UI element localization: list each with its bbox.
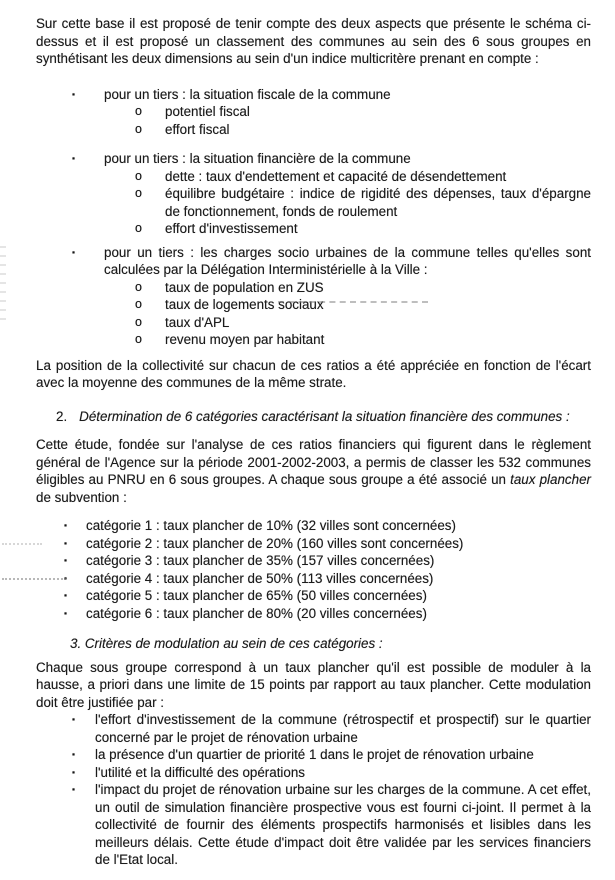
sub-item [135, 296, 591, 314]
criteria-list [36, 86, 591, 349]
sub-item-label: effort d'investissement [165, 221, 298, 236]
bullet-square-icon: ▪ [64, 572, 68, 583]
criteria-item-financiere [72, 150, 591, 238]
bullet-square-icon: ▪ [64, 607, 68, 618]
section-2-number: 2. [56, 408, 68, 424]
sub-item-label: taux de population en ZUS [165, 279, 324, 295]
bullet-square-icon: ▪ [72, 246, 76, 257]
list-item [72, 150, 591, 238]
list-item [72, 86, 591, 139]
list-item [72, 244, 591, 349]
modulation-list [72, 711, 591, 869]
category-label: catégorie 5 : taux plancher de 65% (50 villes concernées) [86, 588, 427, 603]
bullet-circle-icon: o [135, 332, 142, 346]
bullet-square-icon: ▪ [72, 88, 76, 99]
modulation-label: l'effort d'investissement de la commune (rétrospectif et prospectif) sur le quartier concerné par le projet de rénovation urbaine [95, 712, 591, 745]
category-label: catégorie 6 : taux plancher de 80% (20 villes concernées) [86, 605, 427, 621]
bullet-circle-icon: o [135, 314, 142, 329]
criteria-label: pour un tiers : les charges socio urbaines de la commune telles qu'elles sont calculées par la Délégation Interministérielle à la Ville : [104, 244, 591, 277]
sub-item-label: revenu moyen par habitant [165, 332, 325, 347]
position-paragraph: La position de la collectivité sur chacun de ces ratios a été appréciée en fonction de l'écart avec la moyenne des communes de la même strate. [36, 357, 591, 390]
sub-item [135, 331, 591, 349]
section-2-heading [56, 408, 591, 426]
etude-lead: Cette étude, fondée sur l'analyse de ces ratios financiers qui figurent dans le règlement général de l'Agence sur la période 2001-2002-2003, a permis de classer les 532 communes éligibles au PNRU en 6 sous groupes. A chaque sous groupe a été associé un [36, 437, 591, 487]
sub-item-label: effort fiscal [165, 121, 230, 137]
bullet-circle-icon: o [135, 297, 142, 311]
bullet-circle-icon: o [135, 279, 142, 294]
intro-paragraph: Sur cette base il est proposé de tenir compte des deux aspects que présente le schéma ci-dessus et il est proposé un classement des communes au sein des 6 sous groupes en synthétisant les deux dimensions au sein d'un indice multicritère prenant en compte : [36, 16, 591, 66]
bullet-square-icon: ▪ [72, 749, 76, 759]
modulation-row-2 [72, 746, 591, 764]
bullet-circle-icon: o [135, 168, 142, 183]
list-item-body [104, 150, 591, 238]
scan-artifact-margin-smudge [0, 246, 6, 324]
category-label: catégorie 3 : taux plancher de 35% (157 villes concernées) [86, 553, 435, 568]
modulation-row-4 [72, 781, 591, 869]
sub-item-label: taux de logements sociaux [165, 297, 324, 312]
sub-item-label: dette : taux d'endettement et capacité de désendettement [165, 168, 507, 184]
list-item-body [104, 86, 591, 139]
bullet-square-icon: ▪ [64, 590, 68, 600]
sub-item-label: potentiel fiscal [165, 104, 250, 119]
bullet-square-icon: ▪ [72, 714, 76, 724]
category-row-3 [64, 552, 591, 570]
bullet-circle-icon: o [135, 186, 142, 200]
sub-item [135, 185, 591, 220]
bullet-square-icon: ▪ [72, 766, 76, 777]
bullet-square-icon: ▪ [64, 520, 68, 530]
modulation-row-3 [72, 764, 591, 782]
category-label: catégorie 1 : taux plancher de 10% (32 villes sont concernées) [86, 518, 456, 533]
bullet-square-icon: ▪ [72, 153, 76, 163]
sub-item [135, 121, 591, 139]
section-2-title: Détermination de 6 catégories caractérisant la situation financière des communes : [79, 408, 570, 424]
bullet-circle-icon: o [135, 221, 142, 235]
criteria-label: pour un tiers : la situation financière de la commune [104, 151, 411, 166]
bullet-square-icon: ▪ [72, 784, 76, 794]
categories-list [64, 517, 591, 622]
modulation-label: l'impact du projet de rénovation urbaine sur les charges de la commune. A cet effet, un outil de simulation financière prospective vous est fourni ci-joint. Il permet à la collectivité de fournir des éléments prospectifs harmonisés et lisibles dans les meilleurs délais. Cette étude d'impact doit être validée par les services financiers de l'Etat local. [95, 782, 591, 867]
category-row-1 [64, 517, 591, 535]
etude-tail: de subvention : [36, 489, 127, 505]
etude-paragraph [36, 436, 591, 506]
modulation-intro-paragraph: Chaque sous groupe correspond à un taux plancher qu'il est possible de moduler à la hausse, a priori dans une limite de 15 points par rapport au taux plancher. Cette modulation doit être justifiée par : [36, 659, 591, 710]
bullet-square-icon: ▪ [64, 537, 68, 548]
category-row-2 [64, 535, 591, 553]
criteria-item-socio-urbaine [72, 244, 591, 349]
category-label: catégorie 2 : taux plancher de 20% (160 villes sont concernées) [86, 535, 464, 551]
modulation-row-1 [72, 711, 591, 746]
sub-item [135, 168, 591, 186]
modulation-label: l'utilité et la difficulté des opérations [95, 764, 305, 780]
modulation-label: la présence d'un quartier de priorité 1 dans le projet de rénovation urbaine [95, 747, 534, 762]
criteria-label: pour un tiers : la situation fiscale de la commune [104, 86, 391, 102]
sub-item-label: équilibre budgétaire : indice de rigidité des dépenses, taux d'épargne de fonctionnement, fonds de roulement [165, 186, 591, 219]
sub-item [135, 220, 591, 238]
section-3-heading: 3. Critères de modulation au sein de ces catégories : [70, 636, 383, 651]
bullet-square-icon: ▪ [64, 555, 68, 565]
scan-artifact-margin-dashes [2, 578, 66, 580]
sub-item [135, 279, 591, 297]
etude-emphasis: taux plancher [510, 472, 591, 487]
bullet-circle-icon: o [135, 104, 142, 118]
bullet-circle-icon: o [135, 121, 142, 136]
sub-item-label: taux d'APL [165, 314, 230, 330]
list-item-body [104, 244, 591, 349]
category-row-4 [64, 570, 591, 588]
category-row-5 [64, 587, 591, 605]
criteria-item-fiscal [72, 86, 591, 139]
sub-item [135, 314, 591, 332]
scan-artifact-margin-speckle [2, 543, 42, 545]
sub-item [135, 103, 591, 121]
category-row-6 [64, 605, 591, 623]
category-label: catégorie 4 : taux plancher de 50% (113 villes concernées) [86, 570, 434, 586]
